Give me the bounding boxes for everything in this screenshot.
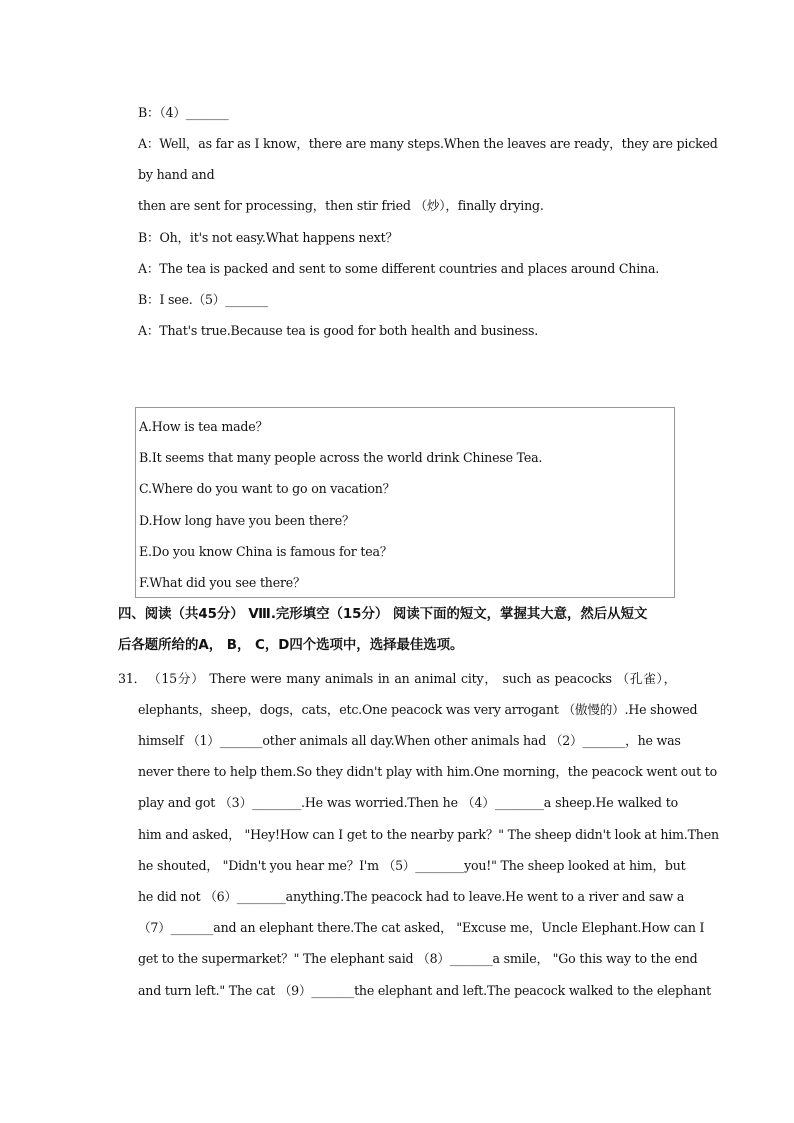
- dialogue-line: B：I see.（5）_______: [138, 292, 268, 307]
- passage-line: and turn left." The cat （9）_______the elephant and left.The peacock walked to the elephant: [138, 983, 712, 998]
- passage-line: （7）_______and an elephant there.The cat asked， "Excuse me，Uncle Elephant.How can I: [138, 920, 705, 935]
- passage-line: play and got （3）________.He was worried.Then he （4）________a sheep.He walked to: [138, 795, 678, 810]
- passage-line: elephants，sheep，dogs，cats，etc.One peacock was very arrogant （傲慢的）.He showed: [138, 702, 698, 717]
- option-item: C.Where do you want to go on vacation？: [139, 481, 396, 496]
- passage-line: never there to help them.So they didn't play with him.One morning，the peacock went out to: [138, 764, 717, 779]
- dialogue-line: B：（4）_______: [138, 105, 229, 120]
- passage-line: he shouted， "Didn't you hear me？I'm （5）________you!" The sheep looked at him，but: [138, 858, 686, 873]
- option-item: D.How long have you been there？: [139, 513, 355, 528]
- option-item: B.It seems that many people across the world drink Chinese Tea.: [139, 450, 543, 465]
- options-box: [135, 407, 675, 598]
- dialogue-line: A：The tea is packed and sent to some different countries and places around China.: [138, 261, 660, 276]
- dialogue-line: A：Well，as far as I know，there are many steps.When the leaves are ready，they are picked: [138, 136, 718, 151]
- passage-line: himself （1）_______other animals all day.When other animals had （2）_______，he was: [138, 733, 681, 748]
- dialogue-line: then are sent for processing，then stir fried （炒），finally drying.: [138, 198, 544, 213]
- dialogue-line: A：That's true.Because tea is good for both health and business.: [138, 323, 539, 338]
- passage-line: he did not （6）________anything.The peacock had to leave.He went to a river and saw a: [138, 889, 685, 904]
- dialogue-line: B：Oh，it's not easy.What happens next？: [138, 230, 398, 245]
- option-item: F.What did you see there？: [139, 575, 306, 590]
- section-heading: 后各题所给的A， B， C，D四个选项中，选择最佳选项。: [118, 638, 464, 653]
- passage-line: （15分） There were many animals in an animal city， such as peacocks （孔雀），: [148, 671, 676, 686]
- option-item: A.How is tea made？: [139, 419, 268, 434]
- question-number: 31．: [118, 671, 147, 686]
- passage-line: get to the supermarket？" The elephant said （8）_______a smile， "Go this way to the end: [138, 951, 698, 966]
- passage-line: him and asked， "Hey!How can I get to the nearby park？" The sheep didn't look at him.Then: [138, 827, 719, 842]
- dialogue-line: by hand and: [138, 167, 215, 182]
- section-heading: 四、阅读（共45分） Ⅷ.完形填空（15分） 阅读下面的短文，掌握其大意，然后从短文: [118, 607, 648, 622]
- option-item: E.Do you know China is famous for tea？: [139, 544, 393, 559]
